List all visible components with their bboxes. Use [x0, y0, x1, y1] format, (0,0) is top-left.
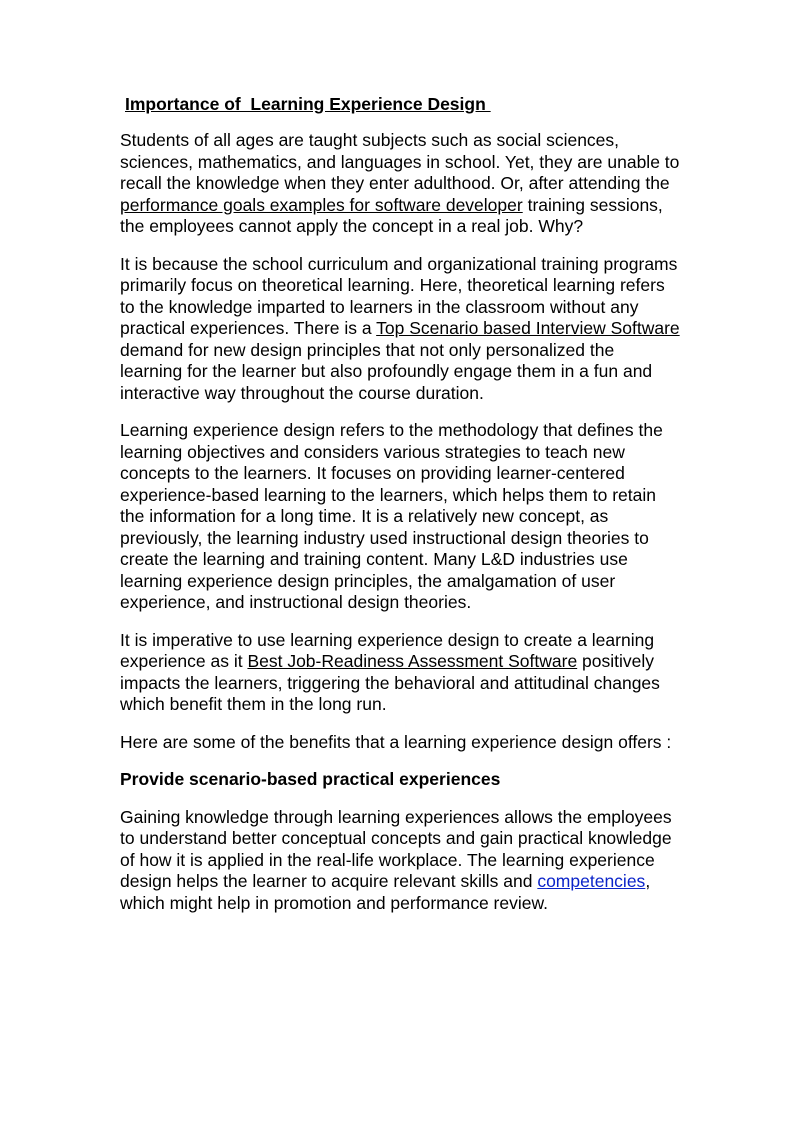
- paragraph-theoretical-learning: [120, 254, 680, 405]
- paragraph-text: Students of all ages are taught subjects such as social sciences, sciences, mathematics, and languages in school. Yet, they are unable to recall the knowledge when they enter adulthood. Or, after attending the: [120, 130, 680, 193]
- paragraph-text: It is imperative to use learning experience design to create a learning experience as it: [120, 629, 655, 671]
- link-performance-goals[interactable]: performance goals examples for software developer: [120, 194, 523, 215]
- paragraph-imperative: [120, 630, 680, 716]
- paragraph-definition: Learning experience design refers to the methodology that defines the learning objectives and considers various strategies to teach new concepts to the learners. It focuses on providing learner-centered experience-based learning to the learners, which helps them to retain the information for a long time. It is a relatively new concept, as previously, the learning industry used instructional design theories to create the learning and training content. Many L&D industries use learning experience design principles, the amalgamation of user experience, and instructional design theories.: [120, 420, 663, 612]
- link-competencies[interactable]: competencies: [537, 871, 646, 891]
- paragraph-text: positively impacts the learners, triggering the behavioral and attitudinal changes which benefit them in the long run.: [120, 651, 660, 714]
- link-job-readiness-software[interactable]: Best Job-Readiness Assessment Software: [247, 651, 578, 671]
- paragraph-text: It is because the school curriculum and organizational training programs primarily focus on theoretical learning. Here, theoretical learning refers to the knowledge imparted to learners in the classroom without any practical experiences. There is a: [120, 253, 678, 338]
- paragraph-benefits-intro: Here are some of the benefits that a learning experience design offers :: [120, 731, 672, 752]
- paragraph-text: Gaining knowledge through learning experiences allows the employees to understand better conceptual concepts and gain practical knowledge of how it is applied in the real-life workplace. The learning experience design helps the learner to acquire relevant skills and: [120, 806, 672, 891]
- paragraph-knowledge: [120, 807, 680, 915]
- paragraph-text: demand for new design principles that not only personalized the learning for the learner but also profoundly engage them in a fun and interactive way throughout the course duration.: [120, 339, 653, 403]
- paragraph-text: , which might help in promotion and performance review.: [120, 871, 651, 913]
- page-title: Importance of Learning Experience Design: [125, 94, 491, 114]
- link-scenario-interview-software[interactable]: Top Scenario based Interview Software: [376, 318, 680, 338]
- document-page: [120, 94, 680, 930]
- paragraph-intro: [120, 130, 680, 238]
- paragraph-text: training sessions, the employees cannot apply the concept in a real job. Why?: [120, 194, 663, 236]
- section-subheading: Provide scenario-based practical experiences: [120, 769, 501, 789]
